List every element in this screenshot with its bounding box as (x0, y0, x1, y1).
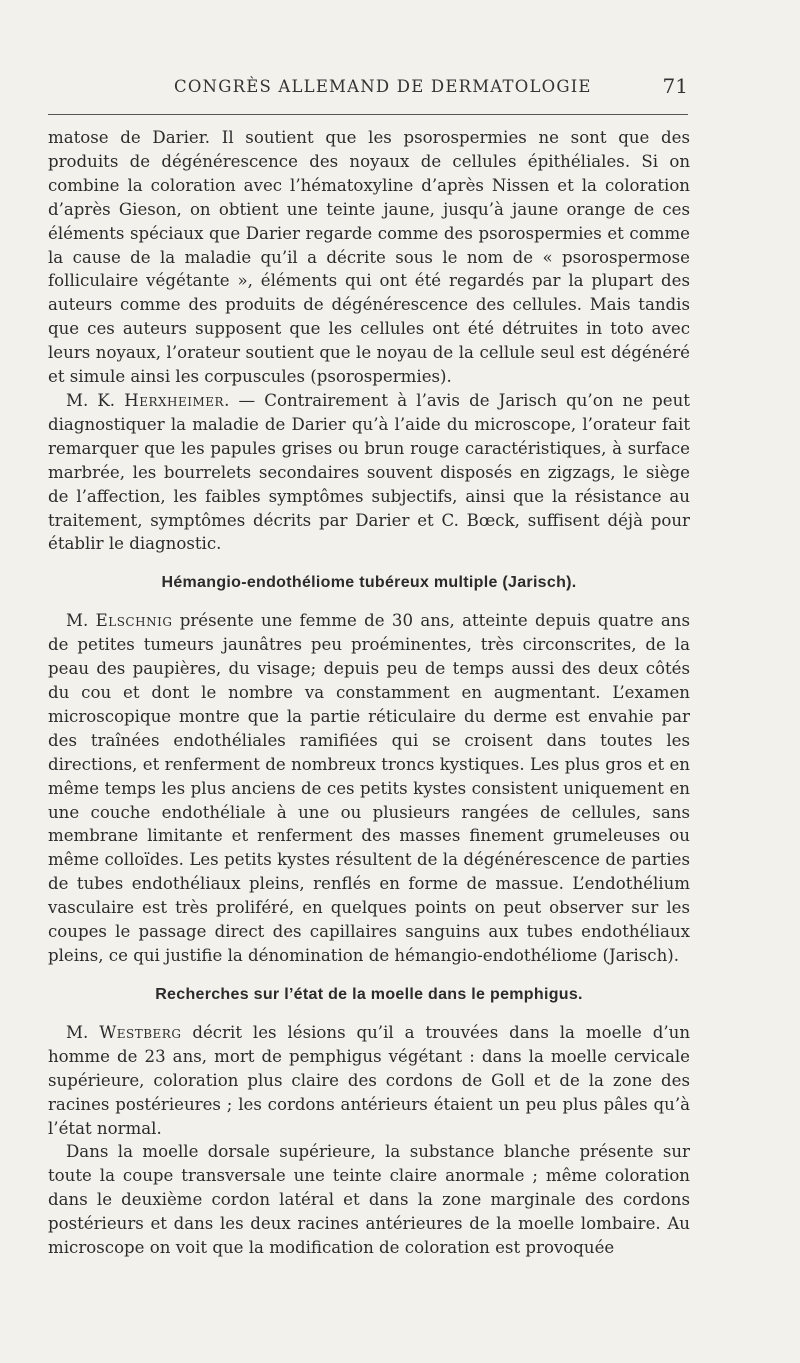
speaker-name: Herxheimer (124, 390, 225, 410)
paragraph-westberg (48, 1021, 690, 1141)
running-title: CONGRÈS ALLEMAND DE DERMATOLOGIE (174, 77, 592, 96)
paragraph-text: présente une femme de 30 ans, atteinte depuis quatre ans de petites tumeurs jaunâtres peu proéminentes, très circonscrites, de la peau des paupières, du visage; depuis peu de temps aussi des deux côtés du cou et dont le nombre va constamment en augmentant. L’examen microscopique montre que la partie réticulaire du derme est envahie par des traînées endothéliales ramifiées qui se croisent dans toutes les directions, et renferment de nombreux troncs kystiques. Les plus gros et en même temps les plus anciens de ces petits kystes consistent uniquement en une couche endothéliale à une ou plusieurs rangées de cellules, sans membrane limitante et renferment des masses finement grumeleuses ou même colloïdes. Les petits kystes résultent de la dégénérescence de parties de tubes endothéliaux pleins, renflés en forme de massue. L’endothélium vasculaire est très proliféré, en quelques points on peut observer sur les coupes le passage direct des capillaires sanguins aux tubes endothéliaux pleins, ce qui justifie la dénomination de hémangio-endothéliome (Jarisch). (48, 611, 690, 965)
speaker-name: Westberg (99, 1022, 182, 1042)
paragraph-elschnig (48, 609, 690, 968)
paragraph-darier-continuation: matose de Darier. Il soutient que les psorospermies ne sont que des produits de dégénérescence des noyaux de cellules épithéliales. Si on combine la coloration avec l’hématoxyline d’après Nissen et la coloration d’après Gieson, on obtient une teinte jaune, jusqu’à jaune orange de ces éléments spéciaux que Darier regarde comme des psorospermies et comme la cause de la maladie qu’il a décrite sous le nom de « psorospermose folliculaire végétante », éléments qui ont été regardés par la plupart des auteurs comme des produits de dégénérescence des cellules. Mais tandis que ces auteurs supposent que les cellules ont été détruites in toto avec leurs noyaux, l’orateur soutient que le noyau de la cellule seul est dégénéré et simule ainsi les corpuscules (psorospermies). (48, 128, 690, 387)
page-number: 71 (662, 74, 688, 98)
paragraph-herxheimer (48, 389, 690, 556)
running-head (48, 74, 688, 104)
section-heading-pemphigus: Recherches sur l’état de la moelle dans le pemphigus. (155, 985, 583, 1003)
speaker-prefix: M. (66, 611, 96, 631)
speaker-prefix: M. K. (66, 390, 125, 410)
paragraph-text: décrit les lésions qu’il a trouvées dans la moelle d’un homme de 23 ans, mort de pemphigus végétant : dans la moelle cervicale supérieure, coloration plus claire des cordons de Goll et de la zone des racines postérieures ; les cordons antérieurs étaient un peu plus pâles qu’à l’état normal. (48, 1022, 691, 1138)
paragraph-text: . — Contrairement à l’avis de Jarisch qu’on ne peut diagnostiquer la maladie de Darier qu’à l’aide du microscope, l’orateur fait remarquer que les papules grises ou brun rouge caractéristiques, à surface marbrée, les bourrelets secondaires souvent disposés en zigzags, le siège de l’affection, les faibles symptômes subjectifs, ainsi que la résistance au traitement, symptômes décrits par Darier et C. Bœck, suffisent déjà pour établir le diagnostic. (48, 390, 690, 554)
speaker-prefix: M. (66, 1022, 100, 1042)
body-text (48, 126, 690, 1260)
section-heading-hemangio: Hémangio-endothéliome tubéreux multiple (Jarisch). (161, 574, 577, 592)
speaker-name: Elschnig (95, 611, 173, 631)
header-rule (48, 114, 688, 115)
paragraph-moelle-dorsale: Dans la moelle dorsale supérieure, la substance blanche présente sur toute la coupe transversale une teinte claire anormale ; même coloration dans le deuxième cordon latéral et dans la zone marginale des cordons postérieurs et dans les deux racines antérieures de la moelle lombaire. Au microscope on voit que la modification de coloration est provoquée (48, 1142, 690, 1258)
